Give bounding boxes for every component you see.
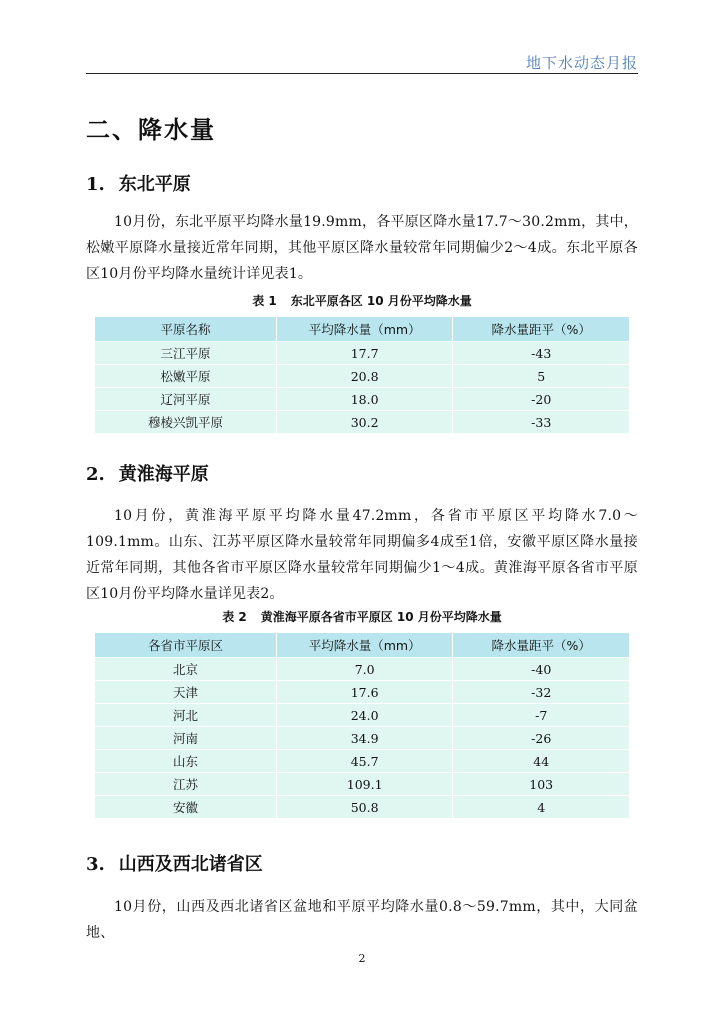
table-cell: -26: [453, 727, 630, 750]
table-1-header-cell: 降水量距平（%）: [453, 317, 630, 342]
subsection-3-heading: [86, 850, 263, 876]
table-cell: 17.6: [276, 681, 453, 704]
subsection-1-heading: [86, 170, 191, 196]
table-cell: 20.8: [276, 365, 453, 388]
table-cell: -32: [453, 681, 630, 704]
table-cell: -43: [453, 342, 630, 365]
table-row: [95, 658, 630, 681]
table-row: [95, 773, 630, 796]
table-cell: 109.1: [276, 773, 453, 796]
table-cell: 45.7: [276, 750, 453, 773]
table-1-header-row: [95, 317, 630, 342]
table-row: [95, 365, 630, 388]
subsection-2-heading: [86, 460, 209, 486]
subsection-3-title: 山西及西北诸省区: [118, 854, 263, 875]
page-number: 2: [358, 952, 366, 965]
table-cell: 安徽: [95, 796, 277, 819]
subsection-3-paragraph: 10月份，山西及西北诸省区盆地和平原平均降水量0.8～59.7mm，其中，大同盆地、: [86, 899, 638, 941]
table-cell: 北京: [95, 658, 277, 681]
table-cell: -7: [453, 704, 630, 727]
table-1: [94, 316, 630, 434]
table-cell: -20: [453, 388, 630, 411]
table-2-caption-text: 黄淮海平原各省市平原区 10 月份平均降水量: [260, 610, 502, 624]
table-row: [95, 796, 630, 819]
table-cell: 17.7: [276, 342, 453, 365]
table-cell: 24.0: [276, 704, 453, 727]
table-cell: 穆棱兴凯平原: [95, 411, 277, 434]
table-1-caption-text: 东北平原各区 10 月份平均降水量: [290, 294, 472, 308]
table-cell: 30.2: [276, 411, 453, 434]
table-cell: 天津: [95, 681, 277, 704]
table-cell: 三江平原: [95, 342, 277, 365]
table-2-caption: [86, 608, 638, 625]
header-rule: [86, 73, 638, 74]
table-row: [95, 342, 630, 365]
subsection-1-paragraph: 10月份，东北平原平均降水量19.9mm，各平原区降水量17.7～30.2mm，其中，松嫩平原降水量接近常年同期，其他平原区降水量较常年同期偏少2～4成。东北平原各区10月份平均降水量统计详见表1。: [86, 214, 638, 282]
table-cell: 4: [453, 796, 630, 819]
table-row: [95, 727, 630, 750]
table-row: [95, 388, 630, 411]
table-cell: -33: [453, 411, 630, 434]
table-cell: 50.8: [276, 796, 453, 819]
table-row: [95, 681, 630, 704]
table-cell: 103: [453, 773, 630, 796]
table-cell: -40: [453, 658, 630, 681]
table-2-header-cell: 平均降水量（mm）: [276, 633, 453, 658]
table-2-header-row: [95, 633, 630, 658]
subsection-3-number: 3.: [86, 854, 105, 875]
table-1-caption-number: 表 1: [252, 294, 277, 308]
subsection-1-title: 东北平原: [118, 174, 191, 195]
table-cell: 松嫩平原: [95, 365, 277, 388]
table-cell: 辽河平原: [95, 388, 277, 411]
table-cell: 34.9: [276, 727, 453, 750]
subsection-1-number: 1.: [86, 174, 105, 195]
table-cell: 5: [453, 365, 630, 388]
table-cell: 山东: [95, 750, 277, 773]
subsection-2-paragraph: 10月份，黄淮海平原平均降水量47.2mm，各省市平原区平均降水7.0～109.1mm。山东、江苏平原区降水量较常年同期偏多4成至1倍，安徽平原区降水量接近常年同期，其他各省市平原区降水量较常年同期偏少1～4成。黄淮海平原各省市平原区10月份平均降水量详见表2。: [86, 508, 638, 602]
table-cell: 18.0: [276, 388, 453, 411]
table-row: [95, 411, 630, 434]
subsection-2-number: 2.: [86, 464, 105, 485]
subsection-2-title: 黄淮海平原: [118, 464, 209, 485]
table-row: [95, 750, 630, 773]
report-header-title: 地下水动态月报: [525, 54, 638, 72]
table-cell: 44: [453, 750, 630, 773]
table-2: [94, 632, 630, 819]
table-1-header-cell: 平均降水量（mm）: [276, 317, 453, 342]
table-cell: 河南: [95, 727, 277, 750]
table-2-header-cell: 降水量距平（%）: [453, 633, 630, 658]
table-row: [95, 704, 630, 727]
table-cell: 江苏: [95, 773, 277, 796]
table-1-caption: [86, 292, 638, 309]
table-2-header-cell: 各省市平原区: [95, 633, 277, 658]
table-cell: 河北: [95, 704, 277, 727]
table-1-header-cell: 平原名称: [95, 317, 277, 342]
section-title: 二、降水量: [86, 116, 216, 144]
table-2-caption-number: 表 2: [222, 610, 247, 624]
table-cell: 7.0: [276, 658, 453, 681]
